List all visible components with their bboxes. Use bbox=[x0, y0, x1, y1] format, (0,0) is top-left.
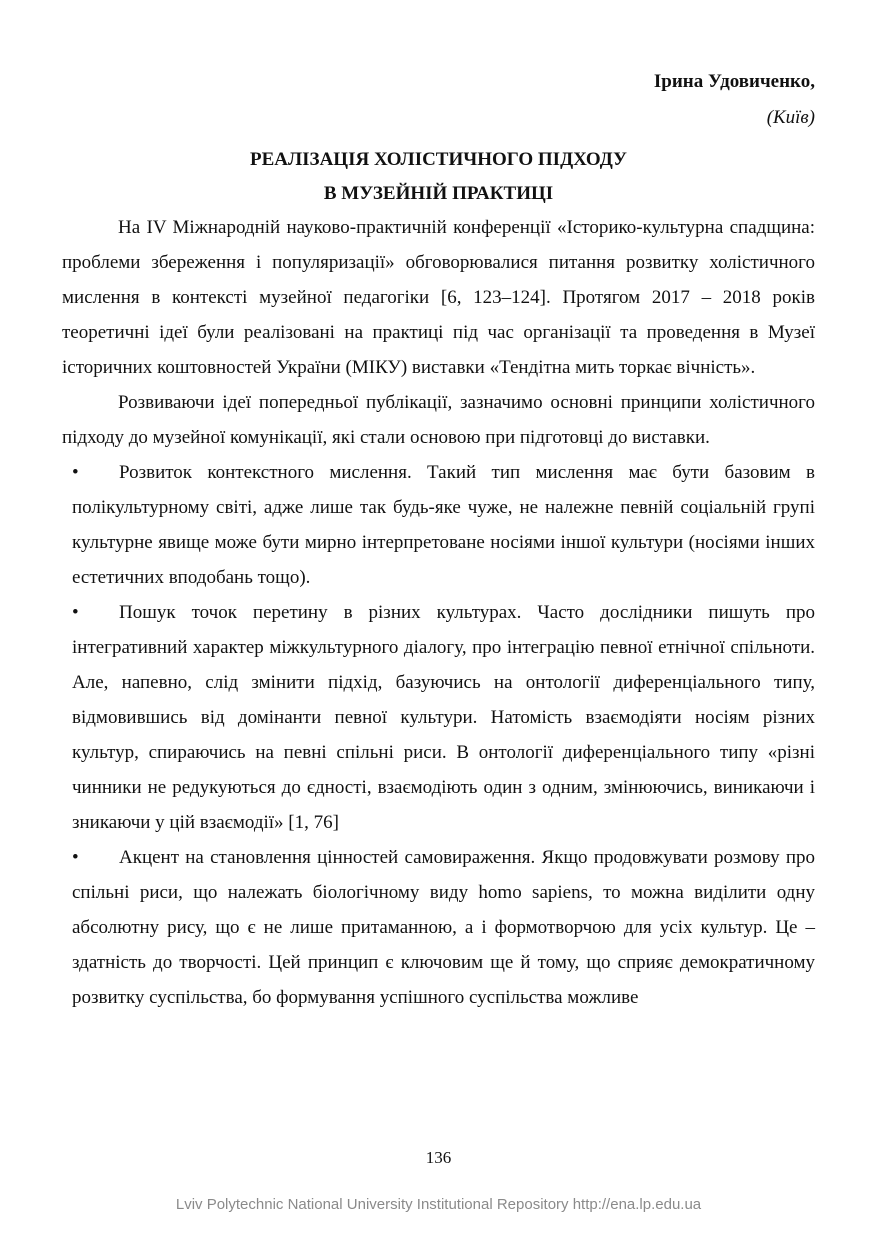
page-number: 136 bbox=[425, 1148, 452, 1167]
list-item bbox=[62, 595, 815, 840]
paragraph-principles: Розвиваючи ідеї попередньої публікації, зазначимо основні принципи холістичного підходу до музейної комунікації, які стали основою при підготовці до виставки. bbox=[62, 392, 815, 448]
list-item bbox=[62, 455, 815, 595]
list-item-text: Акцент на становлення цінностей самовираження. Якщо продовжувати розмову про спільні риси, що належать біологічному виду homo sapiens, то можна виділити одну абсолютну рису, що є не лише притаманною, а і формотворчою для усіх культур. Це – здатність до творчості. Цей принцип є ключовим ще й тому, що сприяє демократичному розвитку суспільства, бо формування успішного суспільства можливе bbox=[72, 847, 815, 1008]
title-line-2: В МУЗЕЙНІЙ ПРАКТИЦІ bbox=[323, 183, 554, 204]
repository-footer: Lviv Polytechnic National University Institutional Repository http://ena.lp.edu.ua bbox=[175, 1196, 702, 1213]
title-line-1: РЕАЛІЗАЦІЯ ХОЛІСТИЧНОГО ПІДХОДУ bbox=[250, 149, 627, 170]
list-item-text: Пошук точок перетину в різних культурах. Часто дослідники пишуть про інтегративний характер міжкультурного діалогу, про інтеграцію певної етнічної спільноти. Але, напевно, слід змінити підхід, базуючись на онтології диференціального типу, відмовившись від домінанти певної культури. Натомість взаємодіяти носіям різних культур, спираючись на певні спільні риси. В онтології диференціального типу «різні чинники не редукуються до єдності, взаємодіють один з одним, змінюючись, виникаючи і зникаючи у цій взаємодії» [1, 76] bbox=[72, 602, 815, 833]
author-name: Ірина Удовиченко, bbox=[653, 71, 815, 92]
article-title bbox=[62, 143, 815, 211]
list-item bbox=[62, 840, 815, 1015]
bullet-icon: • bbox=[72, 462, 79, 483]
author-city: (Київ) bbox=[766, 107, 815, 128]
list-item-text: Розвиток контекстного мислення. Такий тип мислення має бути базовим в полікультурному світі, адже лише так будь-яке чуже, не належне певній соціальній групі культурне явище може бути мирно інтерпретоване носіями іншої культури (носіями інших естетичних вподобань тощо). bbox=[72, 462, 815, 588]
paragraph-intro: На IV Міжнародній науково-практичній конференції «Історико-культурна спадщина: проблеми збереження і популяризації» обговорювалися питання розвитку холістичного мислення в контексті музейної педагогіки [6, 123–124]. Протягом 2017 – 2018 років теоретичні ідеї були реалізовані на практиці під час організації та проведення в Музеї історичних коштовностей України (МІКУ) виставки «Тендітна мить торкає вічність». bbox=[62, 217, 815, 378]
bullet-icon: • bbox=[72, 602, 79, 623]
bullet-icon: • bbox=[72, 847, 79, 868]
article-body bbox=[62, 210, 815, 1015]
